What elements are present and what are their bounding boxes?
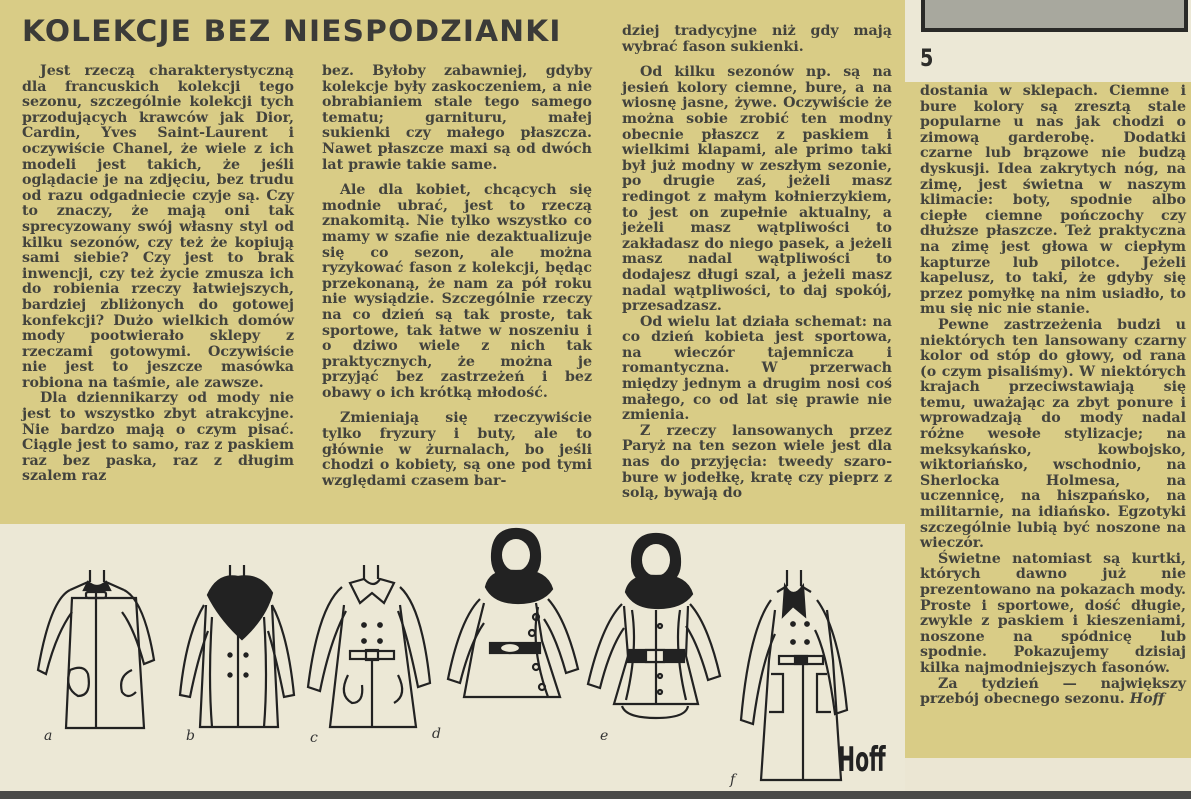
article-title: KOLEKCJE BEZ NIESPODZIANKI bbox=[22, 14, 562, 48]
coat-illustration-f bbox=[735, 570, 850, 785]
illustration-label-b: b bbox=[186, 728, 195, 744]
paragraph: Zmieniają się rzeczywiście tylko fryzury i buty, ale to głównie w żurnalach, bo jeśli chodzi o kobiety, są one pod tymi względami czasem bar- bbox=[322, 410, 592, 489]
paragraph: Dla dziennikarzy od mody nie jest to wszystko zbyt atrakcyjne. Nie bardzo mają o czym pisać. Ciągle jest to samo, raz z paskiem raz bez paska, raz z długim szalem raz bbox=[22, 390, 294, 485]
paragraph: dostania w sklepach. Ciemne i bure kolory są zresztą stale popularne u nas jak chodzi o zimową garderobę. Dodatki czarne lub brązowe nie budzą dyskusji. Idea zakrytych nóg, na zimę, jest świetna w naszym klimacie: boty, spodnie albo ciepłe ciemne pończochy czy dłuższe płaszcze. Też praktyczna na zimę jest głowa w ciepłym kapturze lub pilotce. Jeżeli kapelusz, to taki, że gdyby się przez pomyłkę na nim usiadło, to mu się nic nie stanie. bbox=[920, 83, 1186, 318]
illustration-label-e: e bbox=[600, 728, 609, 744]
paragraph bbox=[920, 677, 1186, 708]
coat-illustration-d bbox=[444, 527, 584, 717]
page-number: 5 bbox=[920, 44, 934, 72]
coat-illustration-c bbox=[302, 565, 437, 730]
coat-illustration-a bbox=[30, 570, 175, 730]
paragraph: Od wielu lat działa schemat: na co dzień kobieta jest sportowa, na wieczór tajemnicza i romantyczna. W przerwach między jednym a drugim nosi coś małego, co od lat się prawie nie zmienia. bbox=[622, 313, 892, 424]
illustration-label-d: d bbox=[432, 726, 441, 742]
article-column-1 bbox=[22, 64, 294, 485]
scan-bottom-edge bbox=[0, 791, 1191, 799]
paragraph: bez. Byłoby zabawniej, gdyby kolekcje były zaskoczeniem, a nie obrabianiem stale tego samego tematu; garnituru, małej sukienki czy małego płaszcza. Nawet płaszcze maxi są od dwóch lat prawie takie same. bbox=[322, 63, 592, 173]
paragraph: Pewne zastrzeżenia budzi u niektórych ten lansowany czarny kolor od stóp do głowy, od rana (o czym pisaliśmy). W niektórych krajach przeciwstawiają się temu, uważając za zbyt ponure i wprowadzają do mody nadal różne wesołe stylizacje; na meksykańsko, kowbojsko, wiktoriańsko, wschodnio, na Sherlocka Holmesa, na uczennicę, na hiszpańsko, na militarnie, na idiańsko. Egzotyki szczególnie lubią być noszone na wieczór. bbox=[920, 316, 1186, 552]
article-column-2 bbox=[322, 64, 592, 489]
illustrator-signature: Hoff bbox=[838, 740, 886, 780]
article-column-3 bbox=[622, 24, 892, 502]
author-byline: Hoff bbox=[1129, 691, 1165, 708]
coat-illustration-b bbox=[178, 565, 298, 730]
paragraph: dziej tradycyjne niż gdy mają wybrać fason sukienki. bbox=[622, 23, 892, 55]
paragraph: Świetne natomiast są kurtki, których dawno już nie prezentowano na pokazach mody. Proste i sportowe, dość długie, zwykle z paskiem i kieszeniami, noszone na spódnicę lub spodnie. Pokazujemy dzisiaj kilka najmodniejszych fasonów. bbox=[920, 550, 1186, 676]
illustration-label-c: c bbox=[310, 730, 318, 746]
coat-illustration-e bbox=[584, 530, 724, 720]
paragraph: Z rzeczy lansowanych przez Paryż na ten sezon wiele jest dla nas do przyjęcia: tweedy szaro-bure w jodełkę, kratę czy pieprz z solą, bywają do bbox=[622, 422, 892, 502]
paragraph: Od kilku sezonów np. są na jesień kolory ciemne, bure, a na wiosnę jasne, żywe. Oczywiście że można sobie zrobić ten modny obecnie płaszcz z paskiem i wielkimi klapami, ale primo taki był już modny w zeszłym sezonie, po drugie zaś, jeżeli masz redingot z małym kołnierzykiem, to jest on zupełnie aktualny, a jeżeli masz wątpliwości to zakładasz do niego pasek, a jeżeli masz nadal wątpliwości to dodajesz długi szal, a jeżeli masz nadal wątpliwości, to daj spokój, przesadzasz. bbox=[622, 64, 892, 315]
closing-line: Za tydzień — największy przebój obecnego sezonu. bbox=[920, 675, 1186, 708]
photo-frame-fragment bbox=[921, 0, 1188, 32]
paragraph: Ale dla kobiet, chcących się modnie ubrać, jest to rzeczą znakomitą. Nie tylko wszystko co mamy w szafie nie dezaktualizuje się co sezon, ale można ryzykować fason z kolekcji, będąc przekonaną, że nam za pół roku nie wysiądzie. Szczególnie rzeczy na co dzień są tak proste, tak sportowe, tak łatwe w noszeniu i o dziwo wiele z nich tak praktycznych, że można je przyjąć bez zastrzeżeń i bez obawy o ich krótką młodość. bbox=[322, 182, 592, 401]
paragraph: Jest rzeczą charakterystyczną dla francuskich kolekcji tego sezonu, szczególnie kolekcji tych przodujących krawców jak Dior, Cardin, Yves Saint-Laurent i oczywiście Chanel, że wiele z ich modeli jest takich, że jeśli oglądacie je na zdjęciu, bez trudu od razu odgadniecie czyje są. Czy to znaczy, że mają oni tak sprecyzowany swój własny styl od kilku sezonów, czy też że kopiują sami siebie? Czy jest to brak inwencji, czy też życie zmusza ich do robienia rzeczy łatwiejszych, bardziej zbliżonych do gotowej konfekcji? Dużo wielkich domów mody pootwierało sklepy z rzeczami gotowymi. Oczywiście nie jest to jeszcze masówka robiona na taśmie, ale zawsze. bbox=[22, 63, 294, 391]
illustration-label-a: a bbox=[44, 728, 53, 744]
article-column-4 bbox=[920, 84, 1186, 708]
illustration-label-f: f bbox=[730, 772, 736, 788]
